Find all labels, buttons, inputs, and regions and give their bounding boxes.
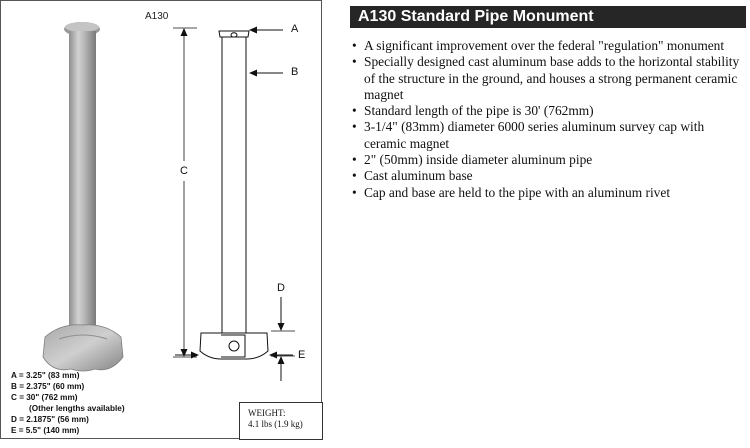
feature-text: Cap and base are held to the pipe with an aluminum rivet [364, 184, 671, 200]
weight-box [239, 402, 323, 440]
model-label: A130 [145, 11, 169, 22]
dimension-specs [11, 370, 211, 436]
feature-item [352, 38, 744, 54]
feature-item [352, 103, 744, 119]
spec-d: D = 2.1875" (56 mm) [11, 415, 89, 424]
spec-a: A = 3.25" (83 mm) [11, 371, 80, 380]
product-title: A130 Standard Pipe Monument [358, 8, 594, 25]
dimension-label-a: A [291, 23, 299, 35]
feature-item [352, 119, 744, 152]
feature-text: Cast aluminum base [364, 168, 473, 184]
feature-text: Standard length of the pipe is 30' (762mm) [364, 103, 594, 119]
weight-label: WEIGHT: [248, 408, 286, 418]
bullet-icon: • [352, 168, 357, 184]
feature-text: 3-1/4" (83mm) diameter 6000 series aluminum survey cap with ceramic magnet [364, 119, 705, 151]
spec-c-note: (Other lengths available) [29, 404, 125, 413]
spec-b: B = 2.375" (60 mm) [11, 382, 85, 391]
feature-text: A significant improvement over the federal "regulation" monument [364, 38, 725, 53]
spec-c: C = 30" (762 mm) [11, 393, 78, 402]
product-figure-panel [0, 0, 322, 439]
product-title-bar [350, 6, 746, 28]
feature-text: Specially designed cast aluminum base adds to the horizontal stability of the structure in the ground, and houses a strong permanent ceramic magnet [364, 54, 740, 102]
dimension-label-c: C [180, 165, 188, 177]
feature-item [352, 54, 744, 103]
weight-value: 4.1 lbs (1.9 kg) [248, 419, 303, 429]
feature-item [352, 152, 744, 168]
dimension-label-d: D [277, 282, 285, 294]
feature-list [352, 38, 744, 201]
bullet-icon: • [352, 119, 357, 135]
dimension-label-b: B [291, 66, 299, 78]
bullet-icon: • [352, 54, 357, 70]
dimension-label-e: E [298, 349, 306, 361]
bullet-icon: • [352, 38, 357, 53]
feature-item [352, 185, 744, 201]
feature-item [352, 168, 744, 184]
bullet-icon: • [352, 103, 357, 119]
spec-e: E = 5.5" (140 mm) [11, 426, 80, 435]
bullet-icon: • [352, 184, 357, 200]
feature-text: 2" (50mm) inside diameter aluminum pipe [364, 152, 593, 168]
bullet-icon: • [352, 152, 357, 168]
